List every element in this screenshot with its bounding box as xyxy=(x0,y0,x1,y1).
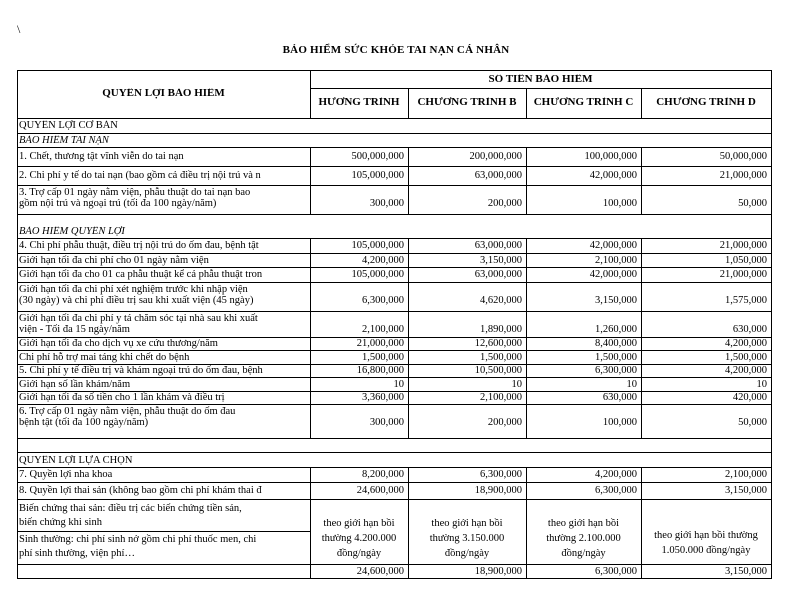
optional-label-2: 8. Quyền lợi thai sản (không bao gồm chi phí khám thai đ xyxy=(19,485,262,496)
health-3-value-3: 42,000,000 xyxy=(589,269,637,280)
health-3-value-1: 105,000,000 xyxy=(351,269,404,280)
row-divider xyxy=(17,452,771,453)
maternity-limit-4-line-2: 1.050.000 đồng/ngày xyxy=(661,545,751,556)
accident-label-2: 2. Chi phí y tế do tai nạn (bao gồm cả điều trị nội trú và n xyxy=(19,170,261,181)
column-divider xyxy=(310,467,311,482)
health-label-9: Giới hạn số lần khám/năm xyxy=(19,379,131,390)
optional-label-1: 7. Quyền lợi nha khoa xyxy=(19,469,113,480)
health-6-value-3: 8,400,000 xyxy=(595,338,637,349)
row-divider xyxy=(17,377,771,378)
table-left-border xyxy=(17,166,18,186)
maternity-limit-2-line-1: theo giới hạn bồi xyxy=(431,518,503,529)
accident-1-value-4: 50,000,000 xyxy=(719,151,767,162)
column-divider xyxy=(408,166,409,185)
section-accident-title: BẢO HIỂM TAI NẠN xyxy=(19,135,109,146)
column-divider xyxy=(526,253,527,267)
health-label-3: Giới hạn tối đa cho 01 ca phẫu thuật kể cả phẫu thuật tron xyxy=(19,269,263,280)
column-divider xyxy=(641,267,642,282)
column-divider xyxy=(641,377,642,391)
maternity-limit-2-line-2: thường 3.150.000 xyxy=(429,533,505,544)
column-divider xyxy=(408,482,409,499)
optional-1-value-4: 2,100,000 xyxy=(725,469,767,480)
table-right-border xyxy=(771,282,772,312)
table-left-border xyxy=(17,452,18,468)
maternity-limit-3-line-2: thường 2.100.000 xyxy=(546,533,621,544)
column-divider xyxy=(526,337,527,350)
column-divider xyxy=(310,267,311,282)
column-divider xyxy=(408,282,409,311)
column-divider xyxy=(310,391,311,404)
column-divider xyxy=(641,282,642,311)
health-label-7: Chi phí hỗ trợ mai táng khi chết do bệnh xyxy=(19,352,190,363)
health-10-value-1: 3,360,000 xyxy=(362,392,404,403)
maternity-limit-1-line-2: thường 4.200.000 xyxy=(321,533,397,544)
column-divider xyxy=(408,377,409,391)
maternity-limit-3-line-3: đồng/ngày xyxy=(561,548,606,559)
table-left-border xyxy=(17,238,18,254)
section-basic-title: QUYỀN LỢI CƠ BẢN xyxy=(19,120,118,131)
row-divider xyxy=(17,166,771,167)
row-divider xyxy=(17,147,771,148)
health-8-value-2: 10,500,000 xyxy=(474,365,522,376)
health-11-value-1: 300,000 xyxy=(369,417,404,428)
health-label-1: 4. Chi phí phẫu thuật, điều trị nội trú do ốm đau, bệnh tật xyxy=(19,240,259,251)
column-divider xyxy=(408,404,409,438)
health-9-value-3: 10 xyxy=(626,379,637,390)
health-8-value-4: 4,200,000 xyxy=(725,365,767,376)
table-right-border xyxy=(771,452,772,468)
maternity-limit-1-line-1: theo giới hạn bồi xyxy=(323,518,395,529)
health-4-value-1: 6,300,000 xyxy=(362,295,404,306)
table-bottom-border xyxy=(17,578,771,579)
plan-header-4: CHƯƠNG TRÌNH D xyxy=(656,97,756,108)
column-divider xyxy=(408,185,409,214)
health-9-value-2: 10 xyxy=(511,379,522,390)
table-right-border xyxy=(771,337,772,351)
table-top-border xyxy=(17,70,771,71)
table-left-border xyxy=(17,185,18,215)
health-1-value-2: 63,000,000 xyxy=(474,240,522,251)
health-5-value-4: 630,000 xyxy=(732,324,767,335)
table-right-border xyxy=(771,185,772,215)
table-left-border xyxy=(17,282,18,312)
header-divider xyxy=(310,88,771,89)
column-divider xyxy=(310,282,311,311)
table-right-border xyxy=(771,214,772,239)
optional-total-value-2: 18,900,000 xyxy=(474,566,522,577)
row-divider xyxy=(17,282,771,283)
column-divider xyxy=(526,564,527,578)
row-divider xyxy=(17,499,771,500)
column-divider xyxy=(408,311,409,337)
row-divider xyxy=(17,404,771,405)
benefit-column-header: QUYỀN LỢI BẢO HIỂM xyxy=(102,88,225,99)
column-divider xyxy=(408,350,409,364)
health-3-value-4: 21,000,000 xyxy=(719,269,767,280)
table-right-border xyxy=(771,482,772,500)
optional-total-value-3: 6,300,000 xyxy=(595,566,637,577)
column-divider xyxy=(526,238,527,253)
health-5-value-2: 1,890,000 xyxy=(480,324,522,335)
column-divider xyxy=(526,467,527,482)
column-divider xyxy=(310,350,311,364)
column-divider xyxy=(310,147,311,166)
table-right-border xyxy=(771,166,772,186)
complication-label-a: Biến chứng thai sản: điều trị các biến chứng tiền sản, xyxy=(19,503,242,514)
table-right-border xyxy=(771,564,772,579)
complication-label-b: biến chứng khi sinh xyxy=(19,517,102,528)
column-divider xyxy=(641,364,642,377)
column-divider xyxy=(641,147,642,166)
row-divider xyxy=(17,185,771,186)
maternity-limit-1-line-3: đồng/ngày xyxy=(336,548,382,559)
accident-3-value-2: 200,000 xyxy=(487,198,522,209)
column-divider xyxy=(310,311,311,337)
accident-2-value-2: 63,000,000 xyxy=(474,170,522,181)
health-8-value-3: 6,300,000 xyxy=(595,365,637,376)
column-divider xyxy=(641,311,642,337)
row-divider xyxy=(17,238,771,239)
row-divider xyxy=(17,133,771,134)
table-right-border xyxy=(771,118,772,134)
optional-2-value-4: 3,150,000 xyxy=(725,485,767,496)
table-left-border xyxy=(17,438,18,453)
accident-label-3-a: 3. Trợ cấp 01 ngày nằm viện, phẫu thuật do tai nạn bao xyxy=(19,187,251,198)
table-left-border xyxy=(17,337,18,351)
plan-header-1: HƯƠNG TRÌNH xyxy=(318,97,400,108)
health-2-value-3: 2,100,000 xyxy=(595,255,637,266)
column-divider xyxy=(641,253,642,267)
health-6-value-2: 12,600,000 xyxy=(474,338,522,349)
health-2-value-1: 4,200,000 xyxy=(362,255,404,266)
accident-1-value-2: 200,000,000 xyxy=(469,151,522,162)
health-5-value-1: 2,100,000 xyxy=(362,324,404,335)
amount-group-header: SỐ TIỀN BẢO HIỂM xyxy=(488,74,593,85)
table-right-border xyxy=(771,70,772,118)
column-divider xyxy=(641,391,642,404)
row-divider xyxy=(17,311,771,312)
section-health-title: BẢO HIỂM QUYỀN LỢI xyxy=(19,226,125,237)
accident-1-value-1: 500,000,000 xyxy=(351,151,404,162)
table-left-border xyxy=(17,350,18,365)
column-divider xyxy=(408,467,409,482)
table-right-border xyxy=(771,253,772,268)
column-divider xyxy=(641,350,642,364)
table-left-border xyxy=(17,404,18,439)
health-label-5-b: viện - Tối đa 15 ngày/năm xyxy=(19,324,130,335)
table-left-border xyxy=(17,499,18,565)
column-divider xyxy=(310,364,311,377)
row-divider xyxy=(17,214,771,215)
column-divider xyxy=(526,377,527,391)
column-divider xyxy=(310,238,311,253)
column-divider xyxy=(641,482,642,499)
column-divider xyxy=(408,238,409,253)
accident-3-value-3: 100,000 xyxy=(602,198,637,209)
document-title: BẢO HIỂM SỨC KHỎE TAI NẠN CÁ NHÂN xyxy=(282,44,510,56)
table-right-border xyxy=(771,467,772,483)
header-bottom-border xyxy=(17,118,771,119)
health-2-value-2: 3,150,000 xyxy=(480,255,522,266)
health-1-value-3: 42,000,000 xyxy=(589,240,637,251)
health-8-value-1: 16,800,000 xyxy=(356,365,404,376)
row-divider xyxy=(17,267,771,268)
table-left-border xyxy=(17,391,18,405)
accident-label-3-b: gồm nội trú và ngoại trú (tối đa 100 ngày/năm) xyxy=(19,198,217,209)
optional-2-value-3: 6,300,000 xyxy=(595,485,637,496)
health-7-value-1: 1,500,000 xyxy=(362,352,404,363)
table-left-border xyxy=(17,467,18,483)
column-divider xyxy=(408,147,409,166)
table-left-border xyxy=(17,214,18,239)
column-divider xyxy=(408,337,409,350)
column-divider xyxy=(408,364,409,377)
column-divider xyxy=(641,564,642,578)
column-divider xyxy=(526,147,527,166)
column-divider xyxy=(408,564,409,578)
health-1-value-1: 105,000,000 xyxy=(351,240,404,251)
optional-2-value-2: 18,900,000 xyxy=(474,485,522,496)
maternity-limit-4-line-1: theo giới hạn bồi thường xyxy=(654,530,758,541)
column-divider xyxy=(408,391,409,404)
table-right-border xyxy=(771,391,772,405)
column-divider xyxy=(310,482,311,499)
column-divider xyxy=(641,404,642,438)
health-6-value-4: 4,200,000 xyxy=(725,338,767,349)
health-2-value-4: 1,050,000 xyxy=(725,255,767,266)
maternity-limit-2-line-3: đồng/ngày xyxy=(444,548,490,559)
table-left-border xyxy=(17,147,18,167)
health-label-11-b: bệnh tật (tối đa 100 ngày/năm) xyxy=(19,417,149,428)
optional-total-value-1: 24,600,000 xyxy=(356,566,404,577)
column-divider xyxy=(408,253,409,267)
plan-header-2: CHƯƠNG TRÌNH B xyxy=(417,97,517,108)
column-divider xyxy=(641,337,642,350)
accident-2-value-3: 42,000,000 xyxy=(589,170,637,181)
table-left-border xyxy=(17,364,18,378)
health-11-value-4: 50,000 xyxy=(738,417,767,428)
health-10-value-4: 420,000 xyxy=(732,392,767,403)
column-divider xyxy=(310,185,311,214)
normal-birth-label-a: Sinh thường: chi phí sinh nở gồm chi phí thuốc men, chi xyxy=(19,534,257,545)
optional-1-value-3: 4,200,000 xyxy=(595,469,637,480)
column-divider xyxy=(310,337,311,350)
health-3-value-2: 63,000,000 xyxy=(474,269,522,280)
health-label-4-a: Giới hạn tối đa chi phí xét nghiệm trước khi nhập viện xyxy=(19,284,248,295)
health-6-value-1: 21,000,000 xyxy=(356,338,404,349)
accident-3-value-1: 300,000 xyxy=(369,198,404,209)
column-divider xyxy=(310,253,311,267)
table-right-border xyxy=(771,499,772,565)
column-divider xyxy=(526,364,527,377)
column-divider xyxy=(526,282,527,311)
plan-header-3: CHƯƠNG TRÌNH C xyxy=(533,97,634,108)
maternity-limit-3-line-1: theo giới hạn bồi xyxy=(547,518,620,529)
column-divider xyxy=(526,404,527,438)
row-divider xyxy=(17,564,771,565)
health-4-value-4: 1,575,000 xyxy=(725,295,767,306)
accident-2-value-4: 21,000,000 xyxy=(719,170,767,181)
health-9-value-1: 10 xyxy=(393,379,404,390)
row-divider xyxy=(17,350,771,351)
health-11-value-2: 200,000 xyxy=(487,417,522,428)
health-9-value-4: 10 xyxy=(756,379,767,390)
accident-2-value-1: 105,000,000 xyxy=(351,170,404,181)
table-left-border xyxy=(17,377,18,392)
table-left-border xyxy=(17,133,18,148)
health-label-5-a: Giới hạn tối đa chi phí y tá chăm sóc tại nhà sau khi xuất xyxy=(19,313,258,324)
table-right-border xyxy=(771,404,772,439)
table-right-border xyxy=(771,267,772,283)
table-left-border xyxy=(17,267,18,283)
column-divider xyxy=(526,185,527,214)
table-left-border xyxy=(17,253,18,268)
health-5-value-3: 1,260,000 xyxy=(595,324,637,335)
health-7-value-4: 1,500,000 xyxy=(725,352,767,363)
stray-mark: \ xyxy=(17,22,21,36)
optional-1-value-1: 8,200,000 xyxy=(362,469,404,480)
column-divider xyxy=(408,267,409,282)
column-divider xyxy=(310,166,311,185)
health-label-8: 5. Chi phí y tế điều trị và khám ngoại trú do ốm đau, bệnh xyxy=(19,365,263,376)
column-divider xyxy=(526,267,527,282)
column-divider xyxy=(641,467,642,482)
table-right-border xyxy=(771,147,772,167)
column-divider xyxy=(526,391,527,404)
row-divider xyxy=(17,467,771,468)
normal-birth-label-b: phí sinh thường, viện phí… xyxy=(19,548,135,559)
accident-3-value-4: 50,000 xyxy=(738,198,767,209)
column-divider xyxy=(526,166,527,185)
column-divider xyxy=(310,564,311,578)
column-divider xyxy=(526,350,527,364)
health-11-value-3: 100,000 xyxy=(602,417,637,428)
health-7-value-2: 1,500,000 xyxy=(480,352,522,363)
column-divider xyxy=(641,185,642,214)
table-right-border xyxy=(771,438,772,453)
table-left-border xyxy=(17,482,18,500)
column-divider xyxy=(526,482,527,499)
table-right-border xyxy=(771,133,772,148)
health-4-value-2: 4,620,000 xyxy=(480,295,522,306)
table-left-border xyxy=(17,118,18,134)
health-label-4-b: (30 ngày) và chi phí điều trị sau khi xuất viện (45 ngày) xyxy=(19,295,254,306)
accident-label-1: 1. Chết, thương tật vĩnh viễn do tai nạn xyxy=(19,151,184,162)
row-divider xyxy=(17,482,771,483)
column-divider xyxy=(526,311,527,337)
health-1-value-4: 21,000,000 xyxy=(719,240,767,251)
table-right-border xyxy=(771,311,772,338)
row-divider xyxy=(17,438,771,439)
table-left-border xyxy=(17,564,18,579)
health-10-value-2: 2,100,000 xyxy=(480,392,522,403)
health-7-value-3: 1,500,000 xyxy=(595,352,637,363)
row-divider xyxy=(17,253,771,254)
optional-1-value-2: 6,300,000 xyxy=(480,469,522,480)
table-left-border xyxy=(17,311,18,338)
column-divider xyxy=(310,377,311,391)
table-right-border xyxy=(771,364,772,378)
column-divider xyxy=(641,166,642,185)
health-label-2: Giới hạn tối đa chi phí cho 01 ngày nằm viện xyxy=(19,255,209,266)
optional-total-value-4: 3,150,000 xyxy=(725,566,767,577)
optional-2-value-1: 24,600,000 xyxy=(356,485,404,496)
health-label-6: Giới hạn tối đa cho dịch vụ xe cứu thương/năm xyxy=(19,338,218,349)
table-right-border xyxy=(771,238,772,254)
table-right-border xyxy=(771,377,772,392)
health-label-10: Giới hạn tối đa số tiền cho 1 lần khám và điều trị xyxy=(19,392,225,403)
section-optional-title: QUYỀN LỢI LỰA CHỌN xyxy=(19,455,133,466)
health-label-11-a: 6. Trợ cấp 01 ngày nằm viện, phẫu thuật do ốm đau xyxy=(19,406,236,417)
accident-1-value-3: 100,000,000 xyxy=(584,151,637,162)
health-10-value-3: 630,000 xyxy=(602,392,637,403)
table-right-border xyxy=(771,350,772,365)
detail-divider xyxy=(17,531,310,532)
column-divider xyxy=(641,238,642,253)
column-divider xyxy=(310,404,311,438)
health-4-value-3: 3,150,000 xyxy=(595,295,637,306)
